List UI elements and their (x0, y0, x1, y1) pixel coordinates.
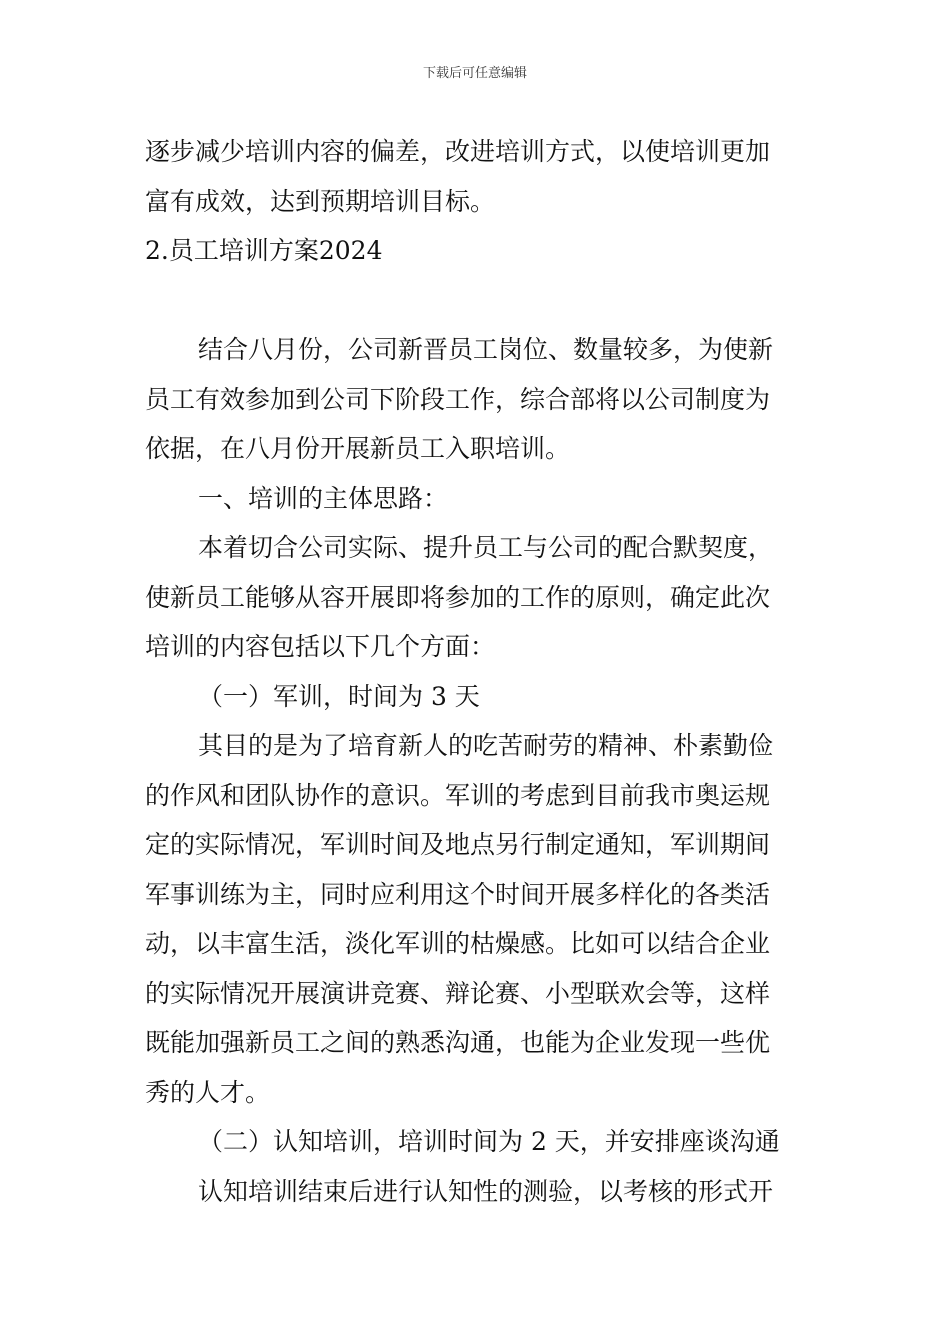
section-heading: 2.员工培训方案2024 (145, 236, 383, 265)
paragraph-line: 本着切合公司实际、提升员工与公司的配合默契度， (198, 533, 774, 562)
paragraph-line: 逐步减少培训内容的偏差，改进培训方式，以使培训更加 (145, 137, 771, 166)
paragraph-line: 员工有效参加到公司下阶段工作，综合部将以公司制度为 (145, 384, 771, 414)
paragraph-line: 定的实际情况，军训时间及地点另行制定通知，军训期间 (145, 830, 771, 859)
document-body (145, 127, 810, 1216)
blank-line (145, 276, 810, 326)
paragraph-line: 依据，在八月份开展新员工入职培训。 (145, 434, 571, 463)
paragraph-line: 的实际情况开展演讲竞赛、辩论赛、小型联欢会等，这样 (145, 978, 771, 1008)
paragraph-line: 既能加强新员工之间的熟悉沟通，也能为企业发现一些优 (145, 1028, 771, 1057)
paragraph-line: 认知培训结束后进行认知性的测验，以考核的形式开 (198, 1176, 774, 1206)
paragraph-line: 动，以丰富生活，淡化军训的枯燥感。比如可以结合企业 (145, 929, 771, 958)
paragraph-line: 秀的人才。 (145, 1077, 271, 1107)
paragraph-line: 结合八月份，公司新晋员工岗位、数量较多，为使新 (198, 335, 774, 364)
paragraph-line: 军事训练为主，同时应利用这个时间开展多样化的各类活 (145, 879, 771, 909)
paragraph-line: 的作风和团队协作的意识。军训的考虑到目前我市奥运规 (145, 780, 771, 810)
subsection-heading: （一）军训，时间为 3 天 (198, 681, 480, 711)
subsection-heading: （二）认知培训，培训时间为 2 天，并安排座谈沟通 (198, 1127, 780, 1156)
paragraph-line: 使新员工能够从容开展即将参加的工作的原则，确定此次 (145, 582, 771, 612)
paragraph-line: 培训的内容包括以下几个方面： (145, 632, 496, 661)
paragraph-line: 富有成效，达到预期培训目标。 (145, 186, 496, 216)
paragraph-line: 其目的是为了培育新人的吃苦耐劳的精神、朴素勤俭 (198, 731, 774, 760)
page-header: 下载后可任意编辑 (422, 66, 527, 81)
subsection-heading: 一、培训的主体思路： (198, 483, 449, 513)
